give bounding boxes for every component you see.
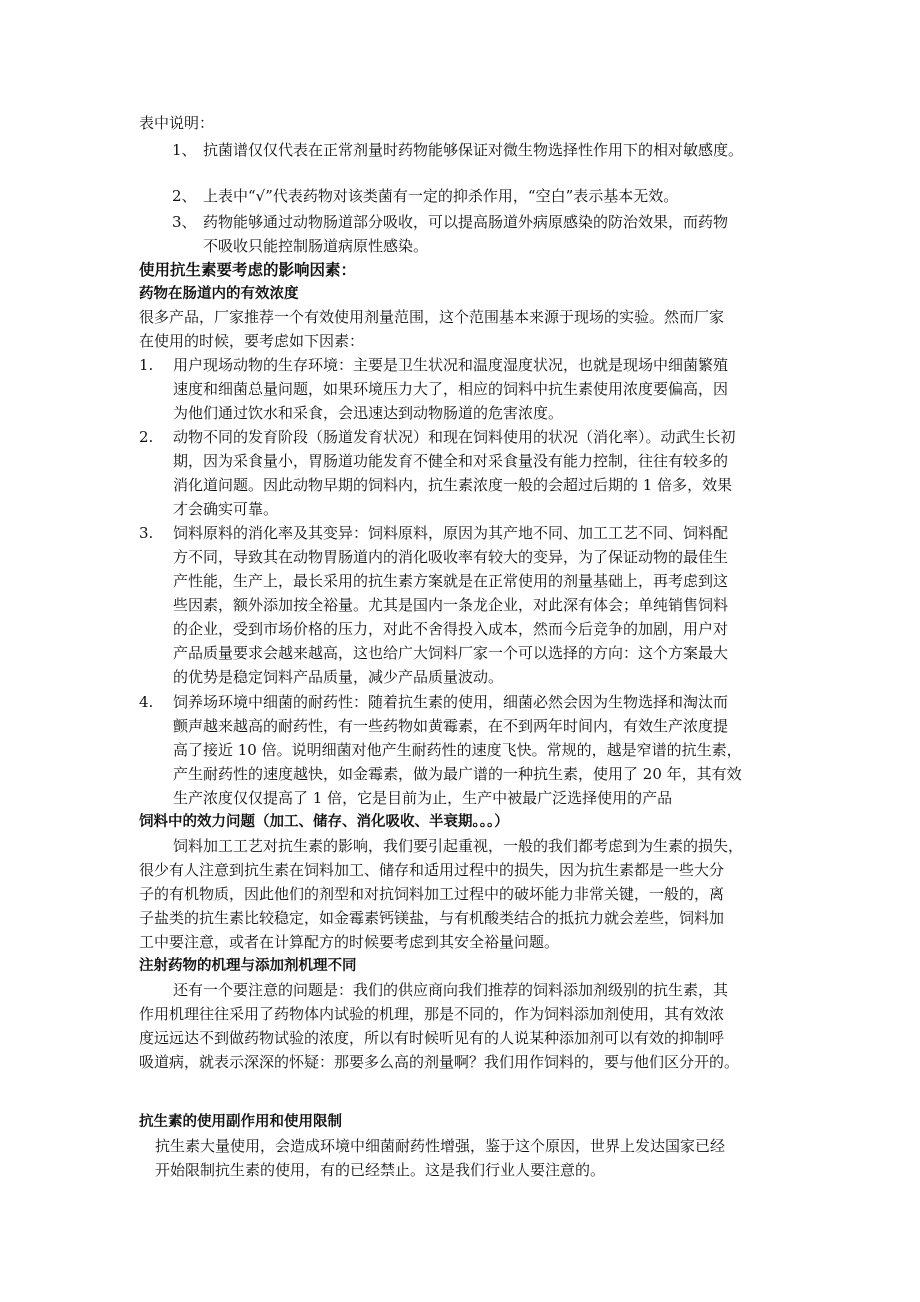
list-item-line: 高了接近 10 倍。说明细菌对他产生耐药性的速度飞快。常规的，越是窄谱的抗生素，	[173, 741, 742, 759]
list-item-line: 动物不同的发育阶段（肠道发育状况）和现在饲料使用的状况（消化率）。动武生长初	[173, 428, 736, 446]
paragraph-line: 抗生素大量使用，会造成环境中细菌耐药性增强，鉴于这个原因，世界上发达国家已经	[155, 1137, 726, 1155]
section-heading: 饲料中的效力问题（加工、储存、消化吸收、半衰期。。。）	[139, 814, 509, 830]
list-item-line: 速度和细菌总量问题，如果环境压力大了，相应的饲料中抗生素使用浓度要偏高，因	[173, 380, 729, 398]
list-item-line: 生产浓度仅仅提高了 1 倍，它是目前为止，生产中被最广泛选择使用的产品	[173, 789, 673, 807]
list-item-line: 才会确实可靠。	[173, 500, 279, 518]
note-item-number: 2、	[172, 187, 197, 205]
paragraph-line: 子盐类的抗生素比较稳定，如金霉素钙镁盐，与有机酸类结合的抵抗力就会差些，饲料加	[139, 909, 725, 927]
note-item-text: 药物能够通过动物肠道部分吸收，可以提高肠道外病原感染的防治效果，而药物	[203, 213, 729, 231]
paragraph-line: 很少有人注意到抗生素在饲料加工、储存和适用过程中的损失，因为抗生素都是一些大分	[139, 861, 725, 879]
note-item-text: 不吸收只能控制肠道病原性感染。	[203, 237, 429, 255]
section-heading: 药物在肠道内的有效浓度	[139, 286, 299, 302]
paragraph-line: 饲料加工工艺对抗生素的影响，我们要引起重视，一般的我们都考虑到为生素的损失，	[173, 837, 744, 855]
list-item-line: 消化道问题。因此动物早期的饲料内，抗生素浓度一般的会超过后期的 1 倍多，效果	[173, 476, 733, 494]
list-item-line: 的企业，受到市场价格的压力，对此不舍得投入成本，然而今后竞争的加剧，用户对	[173, 620, 729, 638]
note-title: 表中说明：	[139, 114, 215, 132]
list-item-line: 方不同，导致其在动物胃肠道内的消化吸收率有较大的变异，为了保证动物的最佳生	[173, 548, 729, 566]
list-item-line: 饲料原料的消化率及其变异：饲料原料，原因为其产地不同、加工工艺不同、饲料配	[173, 524, 729, 542]
paragraph-line: 子的有机物质，因此他们的剂型和对抗饲料加工过程中的破坏能力非常关键，一般的，离	[139, 885, 725, 903]
list-item-line: 的优势是稳定饲料产品质量，减少产品质量波动。	[173, 668, 504, 686]
paragraph-line: 度远远达不到做药物试验的浓度，所以有时候听见有的人说某种添加剂可以有效的抑制呼	[139, 1029, 725, 1047]
list-item-number: 3.	[139, 524, 154, 542]
note-item-text: 上表中“√”代表药物对该类菌有一定的抑杀作用，“空白”表示基本无效。	[203, 187, 679, 205]
list-item-line: 些因素，额外添加按全裕量。尤其是国内一条龙企业，对此深有体会；单纯销售饲料	[173, 596, 729, 614]
paragraph-line: 在使用的时候，要考虑如下因素：	[139, 332, 365, 350]
paragraph-line: 还有一个要注意的问题是：我们的供应商向我们推荐的饲料添加剂级别的抗生素，其	[173, 981, 729, 999]
note-item-number: 1、	[172, 141, 197, 159]
paragraph-line: 很多产品，厂家推荐一个有效使用剂量范围，这个范围基本来源于现场的实验。然而厂家	[139, 308, 725, 326]
list-item-line: 产生耐药性的速度越快，如金霉素，做为最广谱的一种抗生素，使用了 20 年，其有效	[173, 765, 742, 783]
note-item-number: 3、	[172, 213, 197, 231]
list-item-line: 产品质量要求会越来越高，这也给广大饲料厂家一个可以选择的方向：这个方案最大	[173, 644, 729, 662]
factors-heading: 使用抗生素要考虑的影响因素：	[139, 261, 357, 279]
list-item-line: 用户现场动物的生存环境：主要是卫生状况和温度湿度状况，也就是现场中细菌繁殖	[173, 356, 729, 374]
note-item-text: 抗菌谱仅仅代表在正常剂量时药物能够保证对微生物选择性作用下的相对敏感度。	[203, 141, 744, 159]
list-item-line: 产性能，生产上，最长采用的抗生素方案就是在正常使用的剂量基础上，再考虑到这	[173, 572, 729, 590]
list-item-line: 为他们通过饮水和采食，会迅速达到动物肠道的危害浓度。	[173, 404, 564, 422]
list-item-number: 2.	[139, 428, 154, 446]
paragraph-line: 开始限制抗生素的使用，有的已经禁止。这是我们行业人要注意的。	[155, 1161, 606, 1179]
list-item-line: 饲养场环境中细菌的耐药性：随着抗生素的使用，细菌必然会因为生物选择和淘汰而	[173, 693, 729, 711]
list-item-number: 1.	[139, 356, 154, 374]
paragraph-line: 作用机理往往采用了药物体内试验的机理，那是不同的，作为饲料添加剂使用，其有效浓	[139, 1005, 725, 1023]
section-heading: 抗生素的使用副作用和使用限制	[139, 1114, 342, 1130]
list-item-line: 期，因为采食量小，胃肠道功能发育不健全和对采食量没有能力控制，往往有较多的	[173, 452, 729, 470]
section-heading: 注射药物的机理与添加剂机理不同	[139, 958, 357, 974]
paragraph-line: 工中要注意，或者在计算配方的时候要考虑到其安全裕量问题。	[139, 933, 560, 951]
paragraph-line: 吸道病，就表示深深的怀疑：那要多么高的剂量啊？我们用作饲料的，要与他们区分开的。	[139, 1053, 740, 1071]
list-item-line: 颤声越来越高的耐药性，有一些药物如黄霉素，在不到两年时间内，有效生产浓度提	[173, 717, 729, 735]
list-item-number: 4.	[139, 693, 154, 711]
